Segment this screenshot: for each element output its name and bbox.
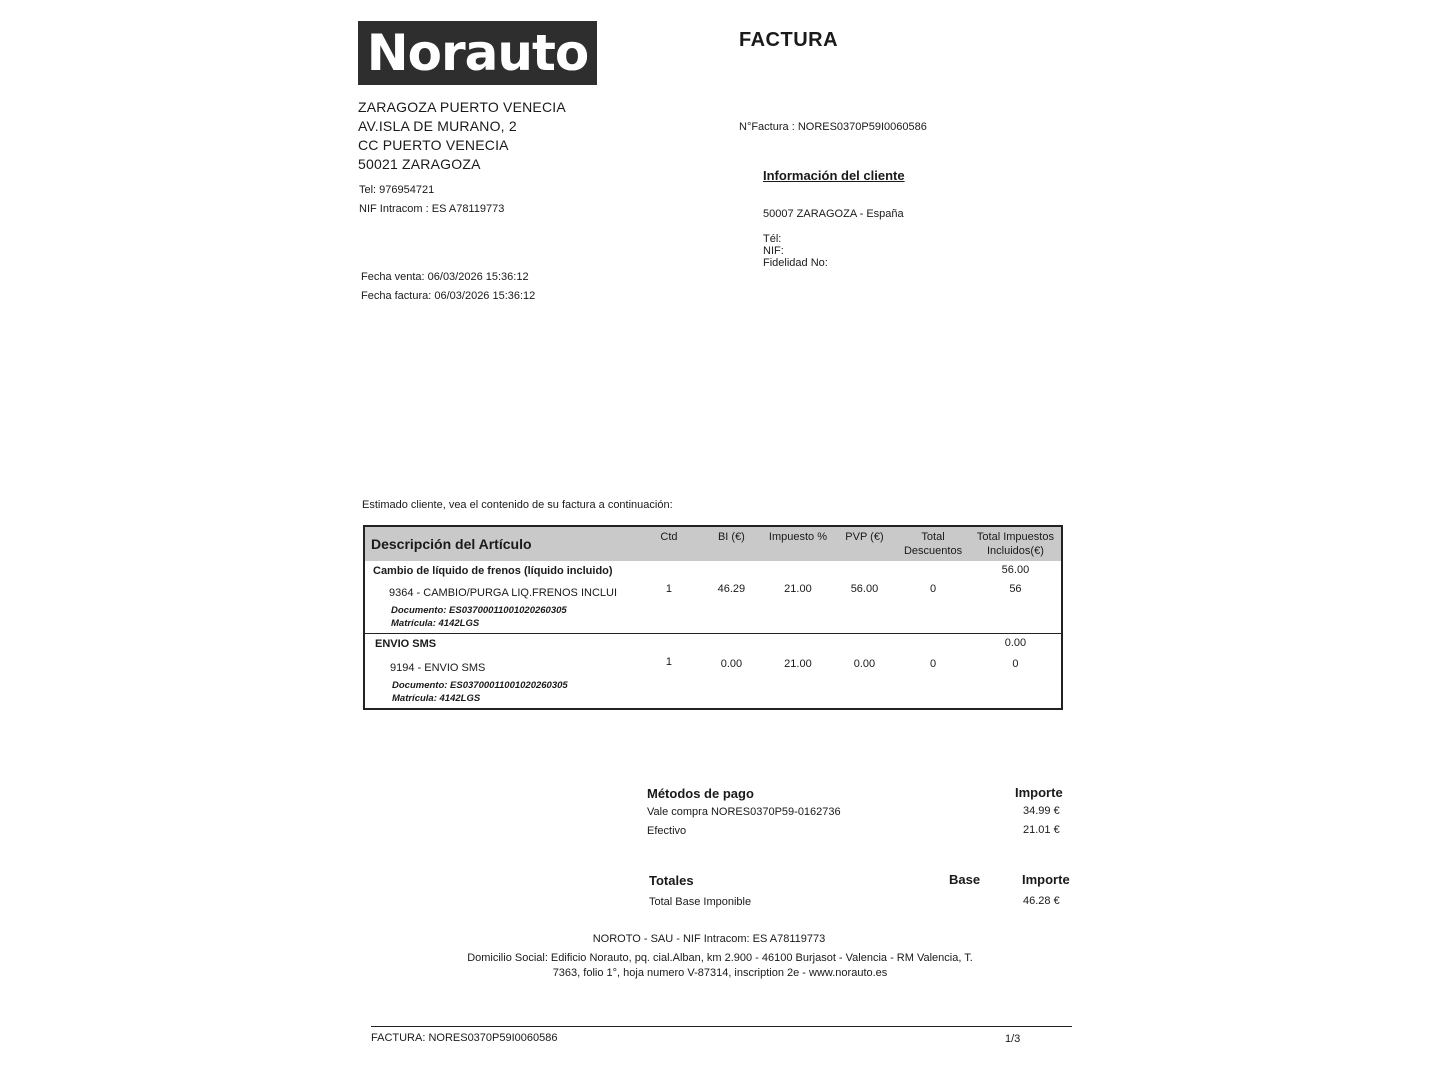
store-city: 50021 ZARAGOZA: [358, 156, 481, 172]
store-tel: Tel: 976954721: [359, 184, 435, 196]
payment-amount-header: Importe: [1015, 785, 1063, 800]
group-title: ENVIO SMS: [364, 634, 638, 651]
totals-row-label: Total Base Imponible: [649, 896, 752, 908]
store-name: ZARAGOZA PUERTO VENECIA: [358, 99, 566, 115]
payment-row-label: Vale compra NORES0370P59-0162736: [647, 806, 841, 818]
item-total: 56: [1009, 583, 1022, 595]
invoice-number-label: N°Factura :: [739, 121, 795, 133]
sale-date: Fecha venta: 06/03/2026 15:36:12: [361, 271, 529, 283]
group-total: 0.00: [970, 634, 1062, 651]
col-discount: Total Descuentos: [896, 526, 970, 561]
footer-divider: [371, 1026, 1072, 1027]
col-total: Total Impuestos Incluidos(€): [970, 526, 1062, 561]
document-title: FACTURA: [739, 29, 839, 51]
payment-row-amount: 21.01 €: [1023, 824, 1060, 836]
col-tax: Impuesto %: [763, 526, 833, 561]
table-row: [364, 634, 1062, 651]
invoice-number-value: NORES0370P59I0060586: [797, 121, 927, 133]
footer-invoice-ref: FACTURA: NORES0370P59I0060586: [371, 1032, 558, 1044]
item-discount: 0: [929, 583, 937, 595]
item-base: 0.00: [720, 658, 743, 670]
totals-row-amount: 46.28 €: [1023, 895, 1060, 907]
legal-line-1: NOROTO - SAU - NIF Intracom: ES A78119773: [592, 933, 826, 945]
item-document: Documento: ES037000110010202603​05: [391, 605, 567, 616]
table-row: [364, 616, 1062, 634]
totals-base-header: Base: [949, 872, 981, 887]
payment-row-label: Efectivo: [647, 825, 687, 837]
col-base: BI (€): [700, 526, 763, 561]
totals-amount-header: Importe: [1022, 872, 1070, 887]
group-total: 56.00: [1001, 564, 1030, 576]
logo-text: Norauto: [366, 24, 589, 82]
table-row: [364, 599, 1062, 616]
intro-text: Estimado cliente, vea el contenido de su factura a continuación:: [362, 499, 673, 511]
item-plate: Matrícula: 4142LGS: [391, 618, 480, 629]
legal-line-3: 7363, folio 1°, hoja numero V-87314, inscription 2e - www.norauto.es: [552, 967, 888, 979]
table-row: [364, 561, 1062, 577]
item-document: Documento: ES0370001100102026​0305: [392, 680, 568, 691]
item-base: 46.29: [717, 583, 746, 595]
totals-header: Totales: [649, 873, 694, 888]
client-city: 50007 ZARAGOZA - España: [763, 208, 904, 220]
invoice-number: [739, 121, 927, 133]
payment-row-amount: 34.99 €: [1023, 805, 1060, 817]
group-title: Cambio de líquido de frenos (líquido incluido): [373, 565, 613, 577]
item-total: 0: [1012, 658, 1019, 670]
item-pvp: 0.00: [853, 658, 876, 670]
store-nif: NIF Intracom : ES A78119773: [359, 203, 505, 215]
table-row: [364, 691, 1062, 709]
col-pvp: PVP (€): [833, 526, 896, 561]
store-address: AV.ISLA DE MURANO, 2: [358, 118, 517, 134]
client-info-header: Información del cliente: [763, 168, 905, 183]
invoice-date: Fecha factura: 06/03/2026 15:36:12: [361, 290, 536, 302]
client-nif-label: NIF:: [763, 245, 784, 257]
item-plate: Matrícula: 4142LGS: [392, 693, 481, 704]
item-tax: 21.00: [784, 658, 812, 670]
item-qty: 1: [665, 583, 673, 595]
table-row: [364, 674, 1062, 691]
item-tax: 21.00: [784, 583, 812, 595]
client-loyalty-label: Fidelidad No:: [763, 257, 828, 269]
col-description: Descripción del Artículo: [364, 526, 638, 561]
table-row: [364, 650, 1062, 674]
item-description: 9364 - CAMBIO/PURGA LIQ.FRENOS INCLUI: [389, 587, 618, 599]
table-row: [364, 577, 1062, 599]
store-center: CC PUERTO VENECIA: [358, 137, 509, 153]
item-pvp: 56.00: [850, 583, 879, 595]
footer-page-number: 1/3: [1005, 1033, 1021, 1045]
item-discount: 0: [929, 658, 937, 670]
client-tel-label: Tél:: [763, 233, 782, 245]
items-table: [363, 525, 1063, 710]
table-header-row: [364, 526, 1062, 561]
item-qty: 1: [665, 656, 673, 668]
item-description: 9194 - ENVIO SMS: [390, 662, 486, 674]
payment-header: Métodos de pago: [647, 786, 754, 801]
legal-line-2: Domicilio Social: Edificio Norauto, pq. cial.Alban, km 2.900 - 46100 Burjasot - Valencia - RM Valencia, T.: [467, 952, 973, 964]
norauto-logo: [358, 21, 597, 85]
col-qty: Ctd: [638, 526, 699, 561]
